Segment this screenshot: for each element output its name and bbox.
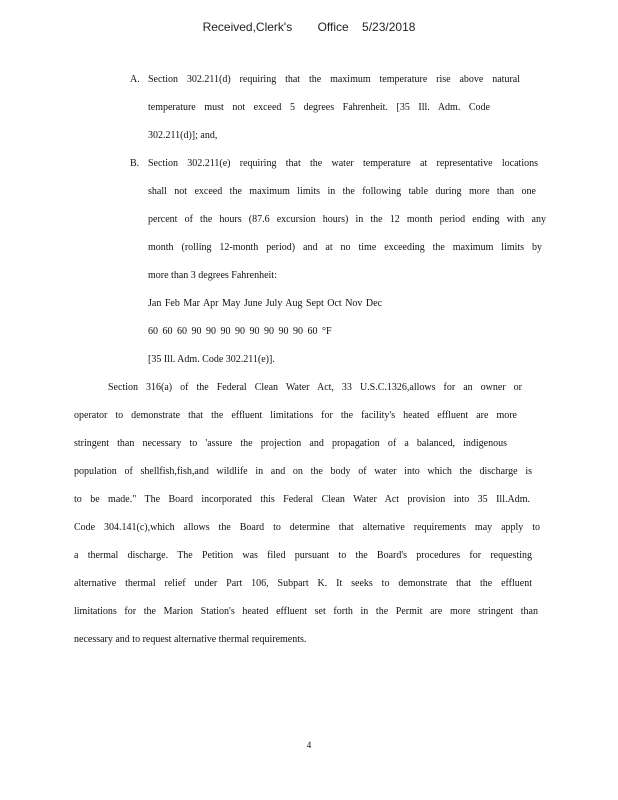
page-number: 4 [306, 740, 312, 750]
paragraph-line-6: Code 304.141(c),which allows the Board to determine that alternative requirements may apply to [74, 522, 540, 533]
item-b-citation: [35 Ill. Adm. Code 302.211(e)]. [148, 354, 275, 365]
paragraph-line-8: alternative thermal relief under Part 106, Subpart K. It seeks to demonstrate that the effluent [74, 578, 532, 589]
stamp-office: Office [317, 20, 349, 34]
list-marker-b: B. [130, 158, 140, 169]
paragraph-line-1: Section 316(a) of the Federal Clean Water Act, 33 U.S.C.1326,allows for an owner or [108, 382, 522, 393]
item-b-line-3: percent of the hours (87.6 excursion hours) in the 12 month period ending with any [148, 214, 546, 225]
list-marker-a: A. [130, 74, 140, 85]
item-a-line-2: temperature must not exceed 5 degrees Fahrenheit. [35 Ill. Adm. Code [148, 102, 490, 113]
received-stamp-header [0, 20, 618, 34]
paragraph-line-5: to be made." The Board incorporated this Federal Clean Water Act provision into 35 Ill.Adm. [74, 494, 530, 505]
temperature-table-months: Jan Feb Mar Apr May June July Aug Sept Oct Nov Dec [148, 298, 383, 309]
item-a-line-3: 302.211(d)]; and, [148, 130, 218, 141]
stamp-date: 5/23/2018 [362, 20, 416, 34]
paragraph-line-2: operator to demonstrate that the effluent limitations for the facility's heated effluent are more [74, 410, 517, 421]
paragraph-line-10: necessary and to request alternative thermal requirements. [74, 634, 307, 645]
item-b-line-2: shall not exceed the maximum limits in the following table during more than one [148, 186, 536, 197]
item-a-line-1: Section 302.211(d) requiring that the maximum temperature rise above natural [148, 74, 520, 85]
item-b-line-4: month (rolling 12-month period) and at no time exceeding the maximum limits by [148, 242, 542, 253]
stamp-received: Received,Clerk's [202, 20, 293, 34]
paragraph-line-3: stringent than necessary to 'assure the projection and propagation of a balanced, indigenous [74, 438, 507, 449]
temperature-table-values: 60 60 60 90 90 90 90 90 90 90 90 60 °F [148, 326, 332, 337]
paragraph-line-9: limitations for the Marion Station's heated effluent set forth in the Permit are more stringent than [74, 606, 538, 617]
paragraph-line-4: population of shellfish,fish,and wildlife in and on the body of water into which the discharge is [74, 466, 532, 477]
item-b-line-1: Section 302.211(e) requiring that the water temperature at representative locations [148, 158, 538, 169]
item-b-line-5: more than 3 degrees Fahrenheit: [148, 270, 277, 281]
paragraph-line-7: a thermal discharge. The Petition was filed pursuant to the Board's procedures for requesting [74, 550, 532, 561]
